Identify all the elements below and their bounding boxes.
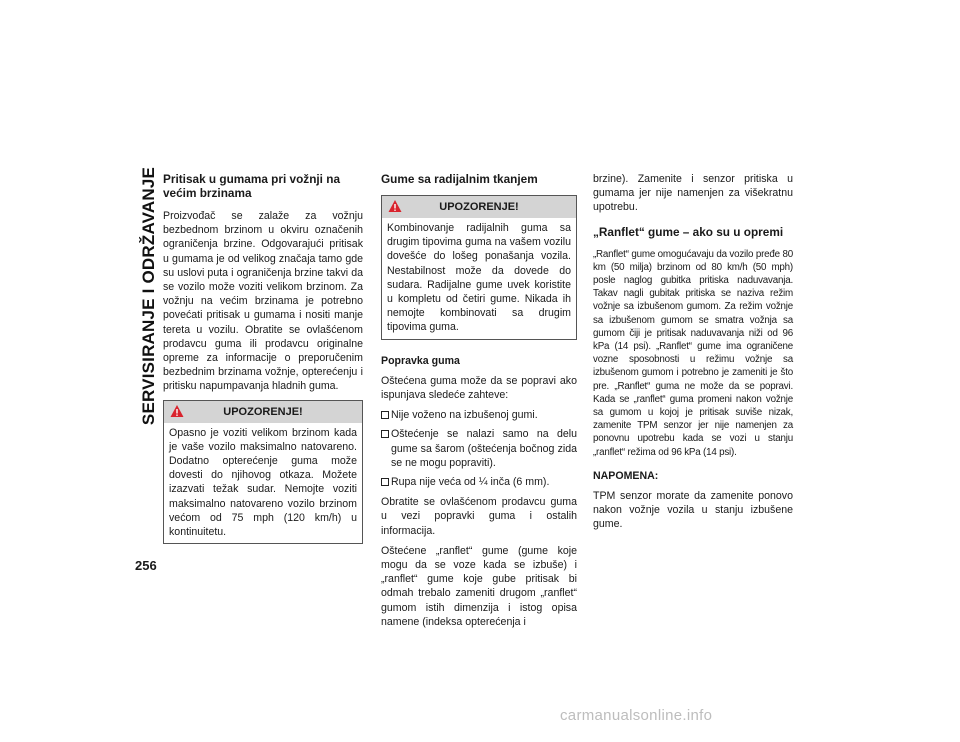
column-middle: [381, 172, 577, 635]
paragraph: „Ranflet“ gume omogućavaju da vozilo pređe 80 km (50 milja) brzinom od 80 km/h (50 mph) posle naglog gubitka pritiska naduvavanja. Takav nagli gubitak pritiska se naziva režim vožnje sa izbušenom gumom. Za režim vožnje sa izbušenom gumom se smatra vožnja sa gumom čiji je pritisak naduvavanja niži od 96 kPa (14 psi). „Ranflet“ gume ima ograničene vozne sposobnosti u režimu vožnje sa izbušenom gumom i potrebno je zameniti je što pre. „Ranflet“ guma ne može da se popravi. Kada se „ranflet“ guma promeni nakon vožnje sa gumom u kojoj je pritisak suviše nizak, zamenite TPM senzor jer nije namenjen za ponovnu upotrebu kada se vozi u stanju „ranflet“ režima od 96 kPa (14 psi).: [593, 248, 793, 458]
section-heading: Pritisak u gumama pri vožnji na većim brzinama: [163, 172, 340, 200]
requirements-list: [381, 408, 577, 489]
warning-triangle-icon: [170, 404, 184, 418]
paragraph: Proizvođač se zalaže za vožnju bezbednom brzinom u okviru označenih ograničenja brzine. Odgovarajući pritisak u gumama je od velikog značaja tamo gde su uslovi puta i ograničenja brzine takvi da se vozilo može voziti velikom brzinom. Za vožnju na većim brzinama je potrebno povećati pritisak u gumama i nositi manje tereta u vozilu. Obratite se ovlašćenom prodavcu guma ili prodavcu originalne opreme za informacije o preporučenim bezbednim brzinama vožnje, opterećenju i pritisku napumpavanja hladnih guma.: [163, 210, 363, 393]
checkbox-bullet-icon: [381, 411, 389, 419]
warning-header: [382, 196, 576, 218]
warning-triangle-icon: [388, 199, 402, 213]
warning-title: UPOZORENJE!: [223, 405, 303, 418]
section-heading: „Ranflet“ gume – ako su u opremi: [593, 224, 784, 239]
checkbox-bullet-icon: [381, 430, 389, 438]
list-item: Rupa nije veća od ¼ inča (6 mm).: [381, 475, 577, 489]
section-title: SERVISIRANJE I ODRŽAVANJE: [139, 166, 159, 426]
paragraph: Oštećena guma može da se popravi ako ispunjava sledeće zahteve:: [381, 374, 577, 402]
section-heading: Gume sa radijalnim tkanjem: [381, 172, 538, 186]
paragraph: Oštećene „ranflet“ gume (gume koje mogu da se voze kada se izbuše) i „ranflet“ gume koje gube pritisak bi odmah trebalo zameniti drugom „ranflet“ gumom istih dimenzija i istog opisa namene (indeksa opterećenja i: [381, 544, 577, 628]
warning-title: UPOZORENJE!: [439, 200, 519, 213]
warning-text: Kombinovanje radijalnih guma sa drugim tipovima guma na vašem vozilu dovešće do lošeg ponašanja vozila. Nestabilnost može da dovede do sudara. Radijalne gume uvek koristite u kompletu od četiri gume. Nikada ih nemojte kombinovati sa drugim tipovima guma.: [387, 222, 571, 334]
list-item: Oštećenje se nalazi samo na delu gume sa šarom (oštećenja bočnog zida se ne mogu popraviti).: [381, 427, 577, 470]
list-item: Nije voženo na izbušenoj gumi.: [381, 408, 577, 422]
subheading: Popravka guma: [381, 354, 460, 367]
column-left: [163, 172, 363, 554]
paragraph: brzine). Zamenite i senzor pritiska u gumama jer nije namenjen za višekratnu upotrebu.: [593, 173, 793, 214]
column-right: [593, 172, 793, 538]
warning-box: [163, 400, 363, 545]
note-title: NAPOMENA:: [593, 469, 659, 482]
checkbox-bullet-icon: [381, 478, 389, 486]
paragraph: Obratite se ovlašćenom prodavcu guma u vezi popravki guma i ostalih informacija.: [381, 496, 577, 537]
warning-header: [164, 401, 362, 423]
warning-box: [381, 195, 577, 340]
warning-text: Opasno je voziti velikom brzinom kada je vaše vozilo maksimalno natovareno. Dodatno opterećenje guma može dovesti do njihovog otkaza. Možete izazvati težak sudar. Nemojte voziti maksimalno natovareno vozilo brzinom većom od 75 mph (120 km/h) u kontinuitetu.: [169, 426, 357, 539]
section-side-tab: [138, 162, 160, 430]
note-text: TPM senzor morate da zamenite ponovo nakon vožnje vozila u stanju izbušene gume.: [593, 490, 793, 531]
page-number: 256: [135, 558, 157, 573]
watermark: carmanualsonline.info: [560, 707, 713, 724]
